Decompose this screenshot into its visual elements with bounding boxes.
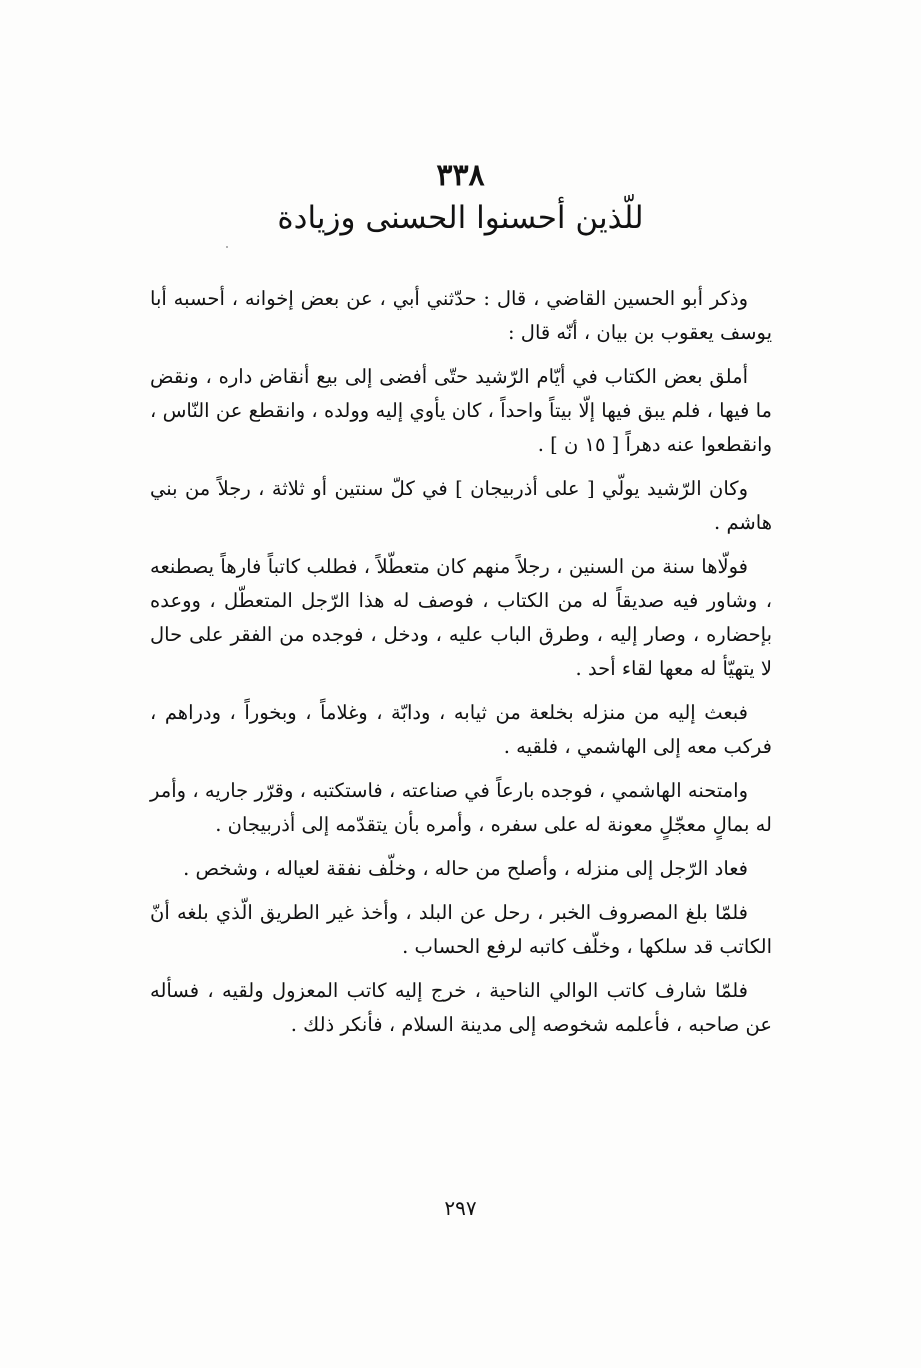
body-text xyxy=(150,282,772,1052)
paragraph-4: فولّاها سنة من السنين ، رجلاً منهم كان متعطّلاً ، فطلب كاتباً فارهاً يصطنعه ، وشاور فيه صديقاً له من الكتاب ، فوصف له هذا الرّجل المتعطّل ، ووعده بإحضاره ، وصار إليه ، وطرق الباب عليه ، ودخل ، فوجده من الفقر على حال لا يتهيّأ له معها لقاء أحد . xyxy=(150,555,772,680)
page-number: ٢٩٧ xyxy=(444,1196,477,1220)
paragraph-5: فبعث إليه من منزله بخلعة من ثيابه ، ودابّة ، وغلاماً ، وبخوراً ، ودراهم ، فركب معه إلى الهاشمي ، فلقيه . xyxy=(150,701,772,758)
ink-speck xyxy=(226,246,228,248)
chapter-title: للّذين أحسنوا الحسنى وزيادة xyxy=(277,200,644,236)
paragraph-6: وامتحنه الهاشمي ، فوجده بارعاً في صناعته ، فاستكتبه ، وقرّر جاريه ، وأمر له بمالٍ معجّلٍ معونة له على سفره ، وأمره بأن يتقدّمه إلى أذربيجان . xyxy=(150,779,772,836)
paragraph-3: وكان الرّشيد يولّي [ على أذربيجان ] في كلّ سنتين أو ثلاثة ، رجلاً من بني هاشم . xyxy=(150,477,772,534)
paragraph-2: أملق بعض الكتاب في أيّام الرّشيد حتّى أفضى إلى بيع أنقاض داره ، ونقض ما فيها ، فلم يبق فيها إلّا بيتاً واحداً ، كان يأوي إليه وولده ، وانقطع عن النّاس ، وانقطعوا عنه دهراً [ ١٥ ن ] . xyxy=(150,365,772,456)
story-number: ٣٣٨ xyxy=(436,158,485,193)
paragraph-7: فعاد الرّجل إلى منزله ، وأصلح من حاله ، وخلّف نفقة لعياله ، وشخص . xyxy=(183,857,748,880)
paragraph-9: فلمّا شارف كاتب الوالي الناحية ، خرج إليه كاتب المعزول ولقيه ، فسأله عن صاحبه ، فأعلمه شخوصه إلى مدينة السلام ، فأنكر ذلك . xyxy=(150,979,772,1036)
paragraph-8: فلمّا بلغ المصروف الخبر ، رحل عن البلد ، وأخذ غير الطريق الّذي بلغه أنّ الكاتب قد سلكها ، وخلّف كاتبه لرفع الحساب . xyxy=(150,901,772,958)
paragraph-1: وذكر أبو الحسين القاضي ، قال : حدّثني أبي ، عن بعض إخوانه ، أحسبه أبا يوسف يعقوب بن بيان ، أنّه قال : xyxy=(150,287,772,344)
